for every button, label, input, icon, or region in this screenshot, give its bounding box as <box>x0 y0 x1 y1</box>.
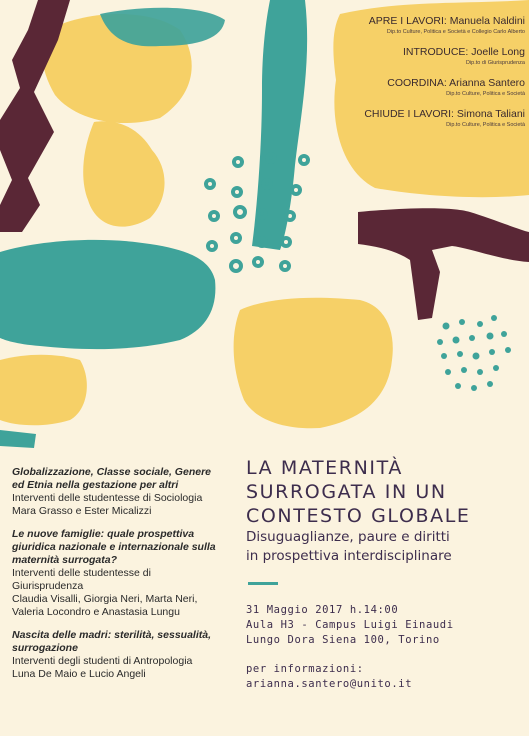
talk-title-line: surrogazione <box>12 642 78 654</box>
event-date: 31 Maggio 2017 h.14:00 <box>246 604 399 616</box>
yellow-brush-mid-left <box>83 121 164 226</box>
talk-title-line: Nascita delle madri: sterilità, sessualità, <box>12 629 212 641</box>
talk-detail-line: Giurisprudenza <box>12 580 84 592</box>
talk-detail-line: Luna De Maio e Lucio Angeli <box>12 668 146 680</box>
subtitle-line: in prospettiva interdisciplinare <box>246 548 452 564</box>
speaker-line <box>325 14 525 28</box>
talk-item <box>12 528 232 619</box>
speaker-role: APRE I LAVORI: <box>368 15 447 27</box>
main-title-line: LA MATERNITÀ <box>246 457 403 479</box>
talk-item <box>12 629 232 681</box>
talk-title-line: giuridica nazionale e internazionale sulla <box>12 541 216 553</box>
talk-title-line: Globalizzazione, Classe sociale, Genere <box>12 466 211 478</box>
speaker-role: INTRODUCE: <box>403 46 469 58</box>
speaker-name: Simona Taliani <box>456 108 525 120</box>
subtitle-line: Disuguaglianze, paure e diritti <box>246 529 450 545</box>
speaker-name: Manuela Naldini <box>449 15 525 27</box>
spacer <box>246 648 521 662</box>
speaker-role: CHIUDE I LAVORI: <box>364 108 454 120</box>
speaker-block <box>325 45 525 67</box>
contact-label: per informazioni: <box>246 663 364 675</box>
speaker-affiliation: Dip.to di Giurisprudenza <box>465 60 525 66</box>
event-info <box>246 456 521 692</box>
speaker-line <box>325 76 525 90</box>
contact-email[interactable]: arianna.santero@unito.it <box>246 678 413 690</box>
yellow-brush-bottom-center <box>234 298 393 429</box>
talk-item <box>12 466 232 518</box>
speaker-name: Joelle Long <box>471 46 525 58</box>
divider <box>248 582 278 585</box>
teal-dots-right <box>437 315 511 391</box>
main-title-line: CONTESTO GLOBALE <box>246 505 471 527</box>
speaker-block <box>325 14 525 36</box>
plum-brush-right <box>358 208 529 320</box>
plum-zigzag-left <box>0 0 70 232</box>
event-venue: Aula H3 - Campus Luigi Einaudi <box>246 619 454 631</box>
talk-title-line: Le nuove famiglie: quale prospettiva <box>12 528 195 540</box>
talk-detail-line: Claudia Visalli, Giorgia Neri, Marta Neri, <box>12 593 198 605</box>
speaker-line <box>325 107 525 121</box>
speaker-block <box>325 107 525 129</box>
speaker-affiliation: Dip.to Culture, Politica e Società e Collegio Carlo Alberto <box>386 29 525 35</box>
talk-detail-line: Mara Grasso e Ester Micalizzi <box>12 505 152 517</box>
talk-detail-line: Valeria Locondro e Anastasia Lungu <box>12 606 180 618</box>
event-address: Lungo Dora Siena 100, Torino <box>246 634 440 646</box>
program-talks <box>12 466 232 691</box>
teal-brush-big-left <box>0 240 215 349</box>
speaker-line <box>325 45 525 59</box>
talk-detail-line: Interventi delle studentesse di <box>12 567 151 579</box>
speaker-affiliation: Dip.to Culture, Politica e Società <box>446 122 525 128</box>
speaker-name: Arianna Santero <box>449 77 525 89</box>
talk-detail-line: Interventi degli studenti di Antropologia <box>12 655 193 667</box>
talk-title-line: maternità surrogata? <box>12 554 118 566</box>
speaker-block <box>325 76 525 98</box>
yellow-brush-bottom-left <box>0 355 87 426</box>
speaker-role: COORDINA: <box>387 77 447 89</box>
talk-detail-line: Interventi delle studentesse di Sociologia <box>12 492 203 504</box>
main-title-line: SURROGATA IN UN <box>246 481 447 503</box>
speakers-list <box>325 14 525 138</box>
speaker-affiliation: Dip.to Culture, Politica e Società <box>446 91 525 97</box>
teal-strip-bottom-left <box>0 430 36 448</box>
talk-title-line: ed Etnia nella gestazione per altri <box>12 479 179 491</box>
